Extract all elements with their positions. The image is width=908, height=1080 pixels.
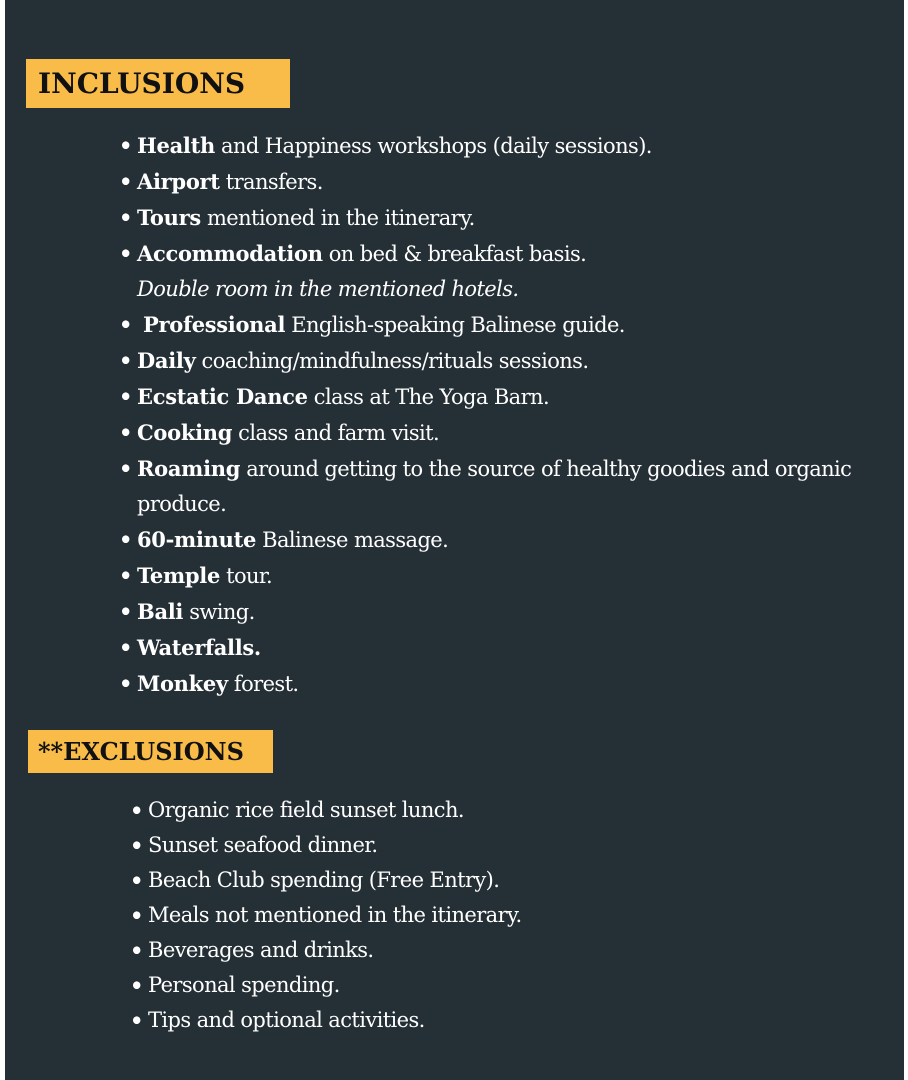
list-item xyxy=(117,307,887,343)
list-item xyxy=(117,630,887,666)
item-text: class at The Yoga Barn. xyxy=(307,385,550,409)
item-text: swing. xyxy=(183,600,255,624)
item-text: class and farm visit. xyxy=(232,421,440,445)
item-text: Balinese massage. xyxy=(256,528,449,552)
list-item: • Organic rice field sunset lunch. xyxy=(128,793,828,828)
item-text: around getting to the source of healthy goodies and organic produce. xyxy=(137,457,852,516)
inclusions-list xyxy=(117,128,887,702)
item-bold: Waterfalls. xyxy=(137,635,261,660)
item-bold: Airport xyxy=(137,169,220,194)
item-text: on bed & breakfast basis. xyxy=(322,242,587,266)
item-bold: Monkey xyxy=(137,671,228,696)
item-text: tour. xyxy=(220,564,273,588)
exclusions-heading: **EXCLUSIONS xyxy=(28,730,273,773)
item-bold: Professional xyxy=(143,312,286,337)
document-panel xyxy=(5,0,904,1080)
item-bold: Health xyxy=(137,133,215,158)
list-item xyxy=(117,379,887,415)
list-item xyxy=(117,415,887,451)
list-item xyxy=(117,128,887,164)
item-bold: Daily xyxy=(137,348,196,373)
item-bold: Accommodation xyxy=(137,241,323,266)
item-text: English-speaking Balinese guide. xyxy=(285,313,625,337)
item-bold: Tours xyxy=(137,205,201,230)
item-bold: Ecstatic Dance xyxy=(137,384,308,409)
item-bold: Temple xyxy=(137,563,221,588)
list-item xyxy=(117,236,887,307)
list-item xyxy=(117,522,887,558)
list-item: • Meals not mentioned in the itinerary. xyxy=(128,898,828,933)
list-item xyxy=(117,666,887,702)
item-bold: Bali xyxy=(137,599,184,624)
list-item xyxy=(117,558,887,594)
item-bold: Cooking xyxy=(137,420,233,445)
item-text: coaching/mindfulness/rituals sessions. xyxy=(195,349,589,373)
list-item xyxy=(117,451,887,522)
list-item xyxy=(117,594,887,630)
item-text: transfers. xyxy=(219,170,323,194)
item-text: forest. xyxy=(227,672,299,696)
list-item: • Beverages and drinks. xyxy=(128,933,828,968)
item-note: Double room in the mentioned hotels. xyxy=(137,277,519,301)
item-bold: 60-minute xyxy=(137,527,257,552)
item-bold: Roaming xyxy=(137,456,241,481)
list-item: • Sunset seafood dinner. xyxy=(128,828,828,863)
item-text: and Happiness workshops (daily sessions). xyxy=(214,134,652,158)
list-item xyxy=(117,164,887,200)
list-item: • Personal spending. xyxy=(128,968,828,1003)
inclusions-heading: INCLUSIONS xyxy=(26,59,290,108)
exclusions-list xyxy=(128,793,828,1038)
list-item: • Beach Club spending (Free Entry). xyxy=(128,863,828,898)
list-item: • Tips and optional activities. xyxy=(128,1003,828,1038)
list-item xyxy=(117,200,887,236)
item-text: mentioned in the itinerary. xyxy=(200,206,475,230)
list-item xyxy=(117,343,887,379)
